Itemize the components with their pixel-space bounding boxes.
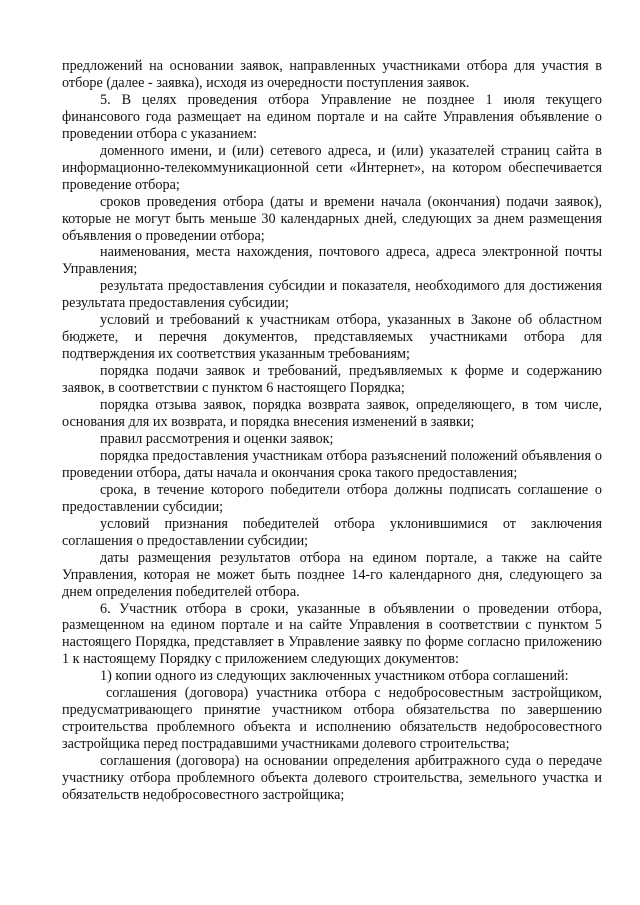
paragraph-contacts: наименования, места нахождения, почтового адреса, адреса электронной почты Управления; bbox=[62, 244, 602, 278]
document-page bbox=[62, 58, 602, 804]
paragraph-continuation: предложений на основании заявок, направленных участниками отбора для участия в отборе (далее - заявка), исходя из очередности поступления заявок. bbox=[62, 58, 602, 91]
paragraph-deadlines: сроков проведения отбора (даты и времени начала (окончания) подачи заявок), которые не могут быть меньше 30 календарных дней, следующих за днем размещения объявления о проведении отбора; bbox=[62, 193, 602, 244]
paragraph-item-1: 1) копии одного из следующих заключенных участником отбора соглашений: bbox=[100, 668, 569, 685]
paragraph-application-order: порядка подачи заявок и требований, предъявляемых к форме и содержанию заявок, в соответствии с пунктом 6 настоящего Порядка; bbox=[62, 363, 602, 397]
paragraph-result: результата предоставления субсидии и показателя, необходимого для достижения результата предоставления субсидии; bbox=[62, 278, 602, 312]
paragraph-results-date: даты размещения результатов отбора на едином портале, а также на сайте Управления, которая не может быть позднее 14-го календарного дня, следующего за днем определения победителей отбора. bbox=[62, 549, 602, 600]
paragraph-requirements: условий и требований к участникам отбора, указанных в Законе об областном бюджете, и перечня документов, представляемых участниками отбора для подтверждения их соответствия указанным требованиям; bbox=[62, 312, 602, 363]
paragraph-agreement-developer: соглашения (договора) участника отбора с недобросовестным застройщиком, предусматривающего принятие участником отбора обязательства по завершению строительства проблемного объекта и исполнению обязательств недобросовестного застройщика перед пострадавшими участниками долевого строительства; bbox=[62, 685, 602, 753]
paragraph-agreement-court: соглашения (договора) на основании определения арбитражного суда о передаче участнику отбора проблемного объекта долевого строительства, земельного участка и обязательств недобросовестного застройщика; bbox=[62, 753, 602, 803]
paragraph-evasion-conditions: условий признания победителей отбора уклонившимися от заключения соглашения о предоставлении субсидии; bbox=[62, 515, 602, 549]
paragraph-domain-name: доменного имени, и (или) сетевого адреса, и (или) указателей страниц сайта в информационно-телекоммуникационной сети «Интернет», на котором обеспечивается проведение отбора; bbox=[62, 142, 602, 193]
paragraph-clause-6: 6. Участник отбора в сроки, указанные в объявлении о проведении отбора, размещенном на едином портале и на сайте Управления в соответствии с пунктом 5 настоящего Порядка, представляет в Управление заявку по форме согласно приложению 1 к настоящему Порядку с приложением следующих документов: bbox=[62, 600, 602, 668]
paragraph-clause-5: 5. В целях проведения отбора Управление не позднее 1 июля текущего финансового года размещает на едином портале и на сайте Управления объявление о проведении отбора с указанием: bbox=[62, 91, 602, 142]
paragraph-signing-term: срока, в течение которого победители отбора должны подписать соглашение о предоставлении субсидии; bbox=[62, 481, 602, 515]
paragraph-review-rules: правил рассмотрения и оценки заявок; bbox=[100, 430, 334, 447]
paragraph-clarifications: порядка предоставления участникам отбора разъяснений положений объявления о проведении отбора, даты начала и окончания срока такого предоставления; bbox=[62, 447, 602, 481]
paragraph-withdrawal-order: порядка отзыва заявок, порядка возврата заявок, определяющего, в том числе, основания для их возврата, и порядка внесения изменений в заявки; bbox=[62, 397, 602, 431]
